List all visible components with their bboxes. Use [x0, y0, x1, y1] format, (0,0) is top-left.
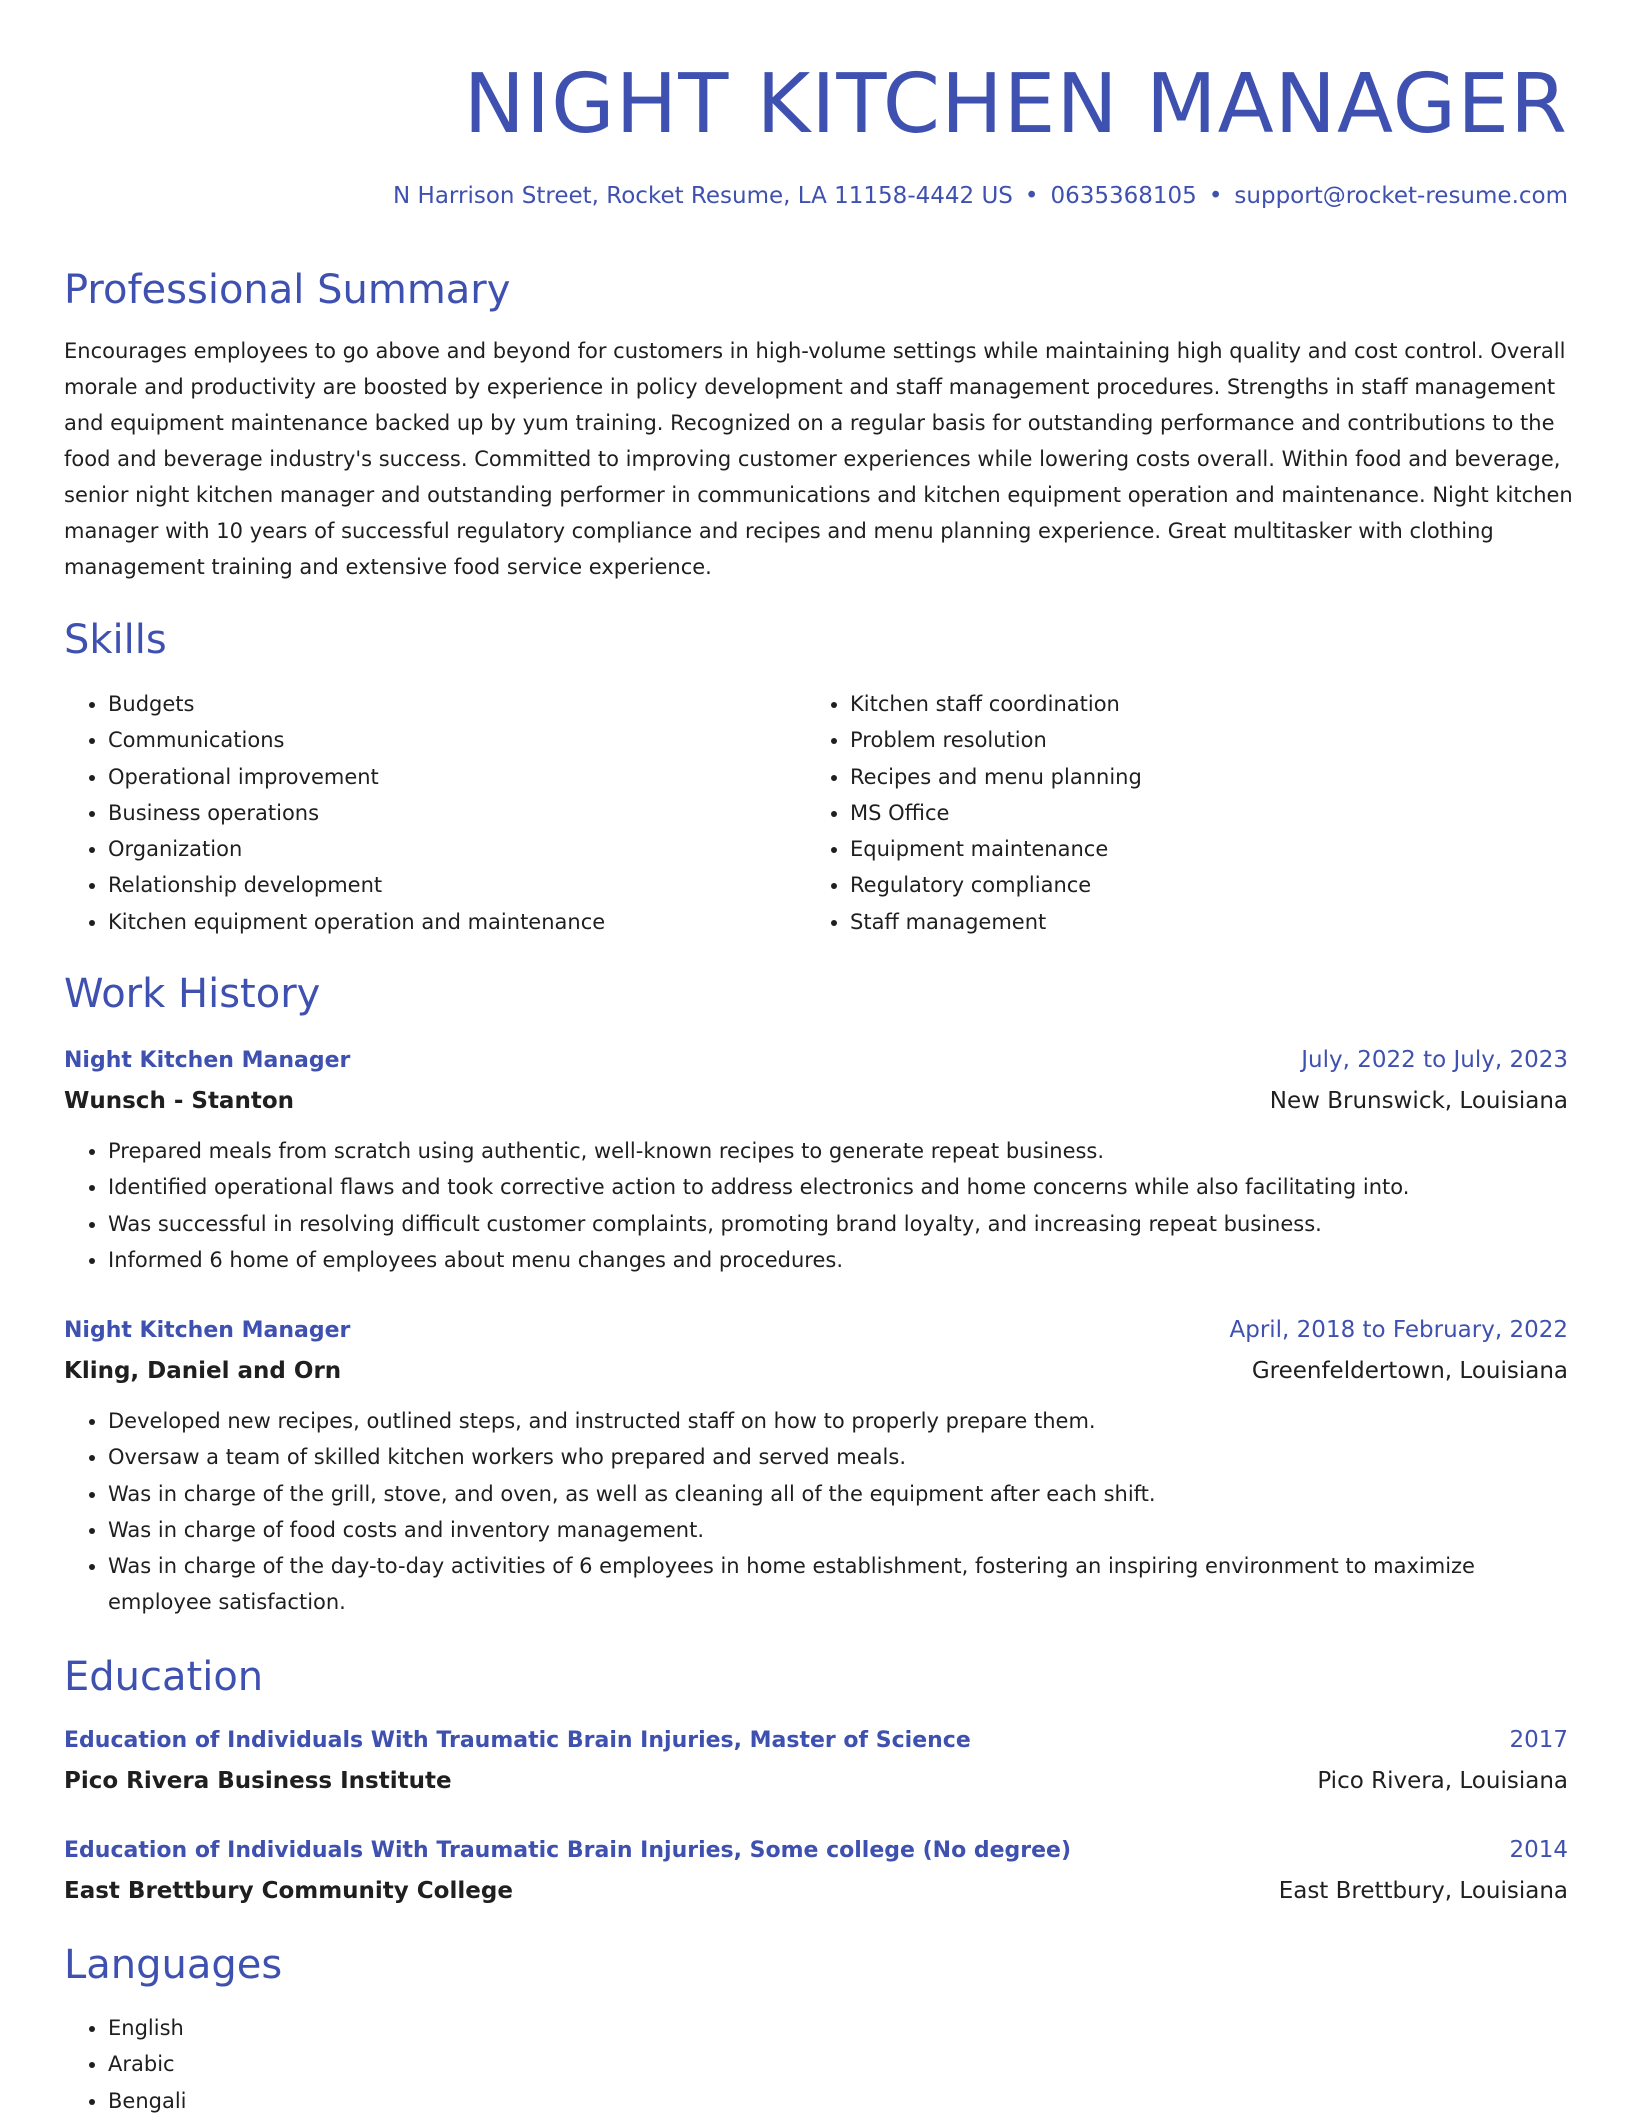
language-item: • English — [108, 2010, 187, 2046]
job-bullet: • Was in charge of the grill, stove, and oven, as well as cleaning all of the equipment after each shift. — [108, 1476, 1568, 1512]
contact-line — [393, 176, 1568, 216]
job-dates: April, 2018 to February, 2022 — [1229, 1317, 1568, 1343]
education-year: 2017 — [1509, 1727, 1568, 1753]
skill-item: • Communications — [108, 722, 808, 758]
education-degree: Education of Individuals With Traumatic Brain Injuries, Some college (No degree) — [64, 1838, 1072, 1863]
contact-address: N Harrison Street, Rocket Resume, LA 11158-4442 US — [393, 183, 1013, 209]
job-location: Greenfeldertown, Louisiana — [1251, 1358, 1568, 1384]
job-bullet: • Developed new recipes, outlined steps, and instructed staff on how to properly prepare them. — [108, 1403, 1568, 1439]
separator-dot: • — [1024, 183, 1039, 209]
job-company: Kling, Daniel and Orn — [64, 1358, 342, 1384]
job-bullets — [64, 1133, 1568, 1278]
job-bullet: • Was in charge of food costs and inventory management. — [108, 1512, 1568, 1548]
job-entry — [64, 1040, 1568, 1278]
language-item: • Arabic — [108, 2046, 187, 2082]
skill-item: • MS Office — [850, 795, 1550, 831]
education-degree: Education of Individuals With Traumatic Brain Injuries, Master of Science — [64, 1728, 971, 1753]
skill-item: • Equipment maintenance — [850, 831, 1550, 867]
section-title-skills: Skills — [64, 617, 167, 663]
section-title-work: Work History — [64, 971, 321, 1017]
summary-text: Encourages employees to go above and beyond for customers in high-volume settings while maintaining high quality and cost control. Overall morale and productivity are boosted by experience in policy development and staff management procedures. Strengths in staff management and equipment maintenance backed up by yum training. Recognized on a regular basis for outstanding performance and contributions to the food and beverage industry's success. Committed to improving customer experiences while lowering costs overall. Within food and beverage, senior night kitchen manager and outstanding performer in communications and kitchen equipment operation and maintenance. Night kitchen manager with 10 years of successful regulatory compliance and recipes and menu planning experience. Great multitasker with clothing management training and extensive food service experience. — [64, 339, 1573, 579]
languages-list — [64, 2010, 187, 2119]
education-year: 2014 — [1509, 1837, 1568, 1863]
skill-item: • Kitchen equipment operation and maintenance — [108, 904, 808, 940]
skill-item: • Budgets — [108, 686, 808, 722]
skill-item: • Regulatory compliance — [850, 867, 1550, 903]
skill-item: • Business operations — [108, 795, 808, 831]
job-location: New Brunswick, Louisiana — [1269, 1088, 1568, 1114]
section-title-education: Education — [64, 1654, 264, 1700]
education-school: East Brettbury Community College — [64, 1878, 513, 1904]
resume-name: NIGHT KITCHEN MANAGER — [463, 57, 1568, 152]
skill-item: • Relationship development — [108, 867, 808, 903]
education-entry — [64, 1720, 1568, 1801]
skill-item: • Kitchen staff coordination — [850, 686, 1550, 722]
job-title: Night Kitchen Manager — [64, 1048, 351, 1073]
skill-item: • Staff management — [850, 904, 1550, 940]
job-bullet: • Identified operational flaws and took corrective action to address electronics and home concerns while also facilitating into. — [108, 1169, 1568, 1205]
section-title-summary: Professional Summary — [64, 267, 511, 313]
skills-list-left — [64, 686, 808, 940]
education-location: East Brettbury, Louisiana — [1278, 1878, 1568, 1904]
separator-dot: • — [1208, 183, 1223, 209]
section-title-languages: Languages — [64, 1942, 283, 1988]
skill-item: • Organization — [108, 831, 808, 867]
job-company: Wunsch - Stanton — [64, 1088, 294, 1114]
contact-phone: 0635368105 — [1050, 183, 1197, 209]
job-bullet: • Prepared meals from scratch using authentic, well-known recipes to generate repeat business. — [108, 1133, 1568, 1169]
education-location: Pico Rivera, Louisiana — [1317, 1768, 1568, 1794]
education-entry — [64, 1830, 1568, 1911]
skills-list-right — [806, 686, 1550, 940]
contact-email[interactable]: support@rocket-resume.com — [1234, 183, 1568, 209]
job-bullet: • Oversaw a team of skilled kitchen workers who prepared and served meals. — [108, 1439, 1568, 1475]
skill-item: • Operational improvement — [108, 759, 808, 795]
job-bullet: • Informed 6 home of employees about menu changes and procedures. — [108, 1242, 1568, 1278]
job-title: Night Kitchen Manager — [64, 1318, 351, 1343]
job-bullet: • Was in charge of the day-to-day activities of 6 employees in home establishment, fostering an inspiring environment to maximize employee satisfaction. — [108, 1548, 1568, 1621]
job-entry — [64, 1310, 1568, 1621]
education-school: Pico Rivera Business Institute — [64, 1768, 452, 1794]
job-dates: July, 2022 to July, 2023 — [1301, 1047, 1568, 1073]
skill-item: • Problem resolution — [850, 722, 1550, 758]
skill-item: • Recipes and menu planning — [850, 759, 1550, 795]
job-bullet: • Was successful in resolving difficult customer complaints, promoting brand loyalty, and increasing repeat business. — [108, 1206, 1568, 1242]
job-bullets — [64, 1403, 1568, 1621]
language-item: • Bengali — [108, 2083, 187, 2119]
